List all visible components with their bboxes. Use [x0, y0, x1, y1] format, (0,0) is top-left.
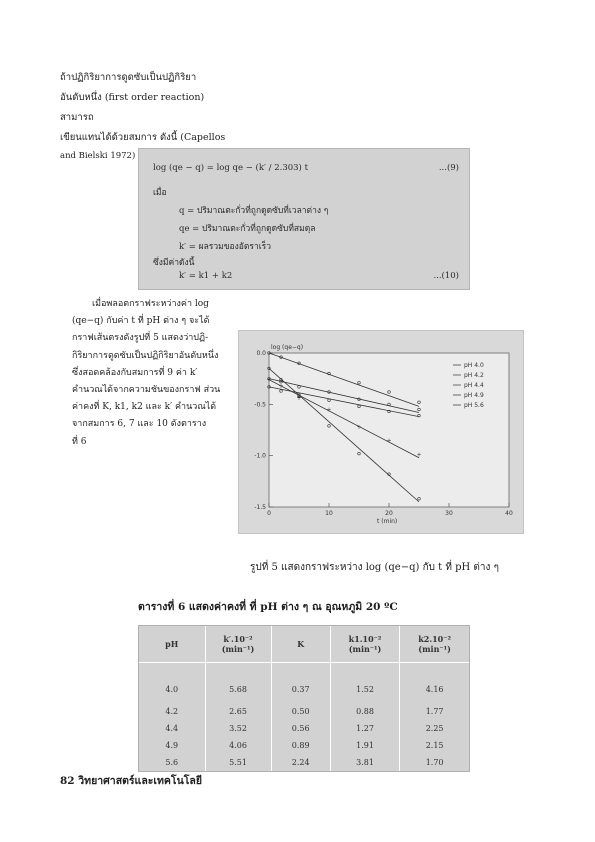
- table-cell: 4.06: [205, 737, 271, 754]
- table-cell: 4.0: [139, 663, 205, 704]
- equation-9-number: ...(9): [438, 163, 459, 173]
- y-tick-label: -1.0: [254, 452, 266, 460]
- table-cell: 2.15: [425, 740, 444, 750]
- figure-caption: รูปที่ 5 แสดงกราฟระหว่าง log (qe−q) กับ t ที่ pH ต่าง ๆ: [250, 562, 499, 573]
- x-tick-label: 40: [505, 510, 513, 517]
- side-line: คำนวณได้จากความชันของกราฟ ส่วน: [72, 385, 221, 396]
- y-tick-label: -0.5: [254, 401, 266, 409]
- table-cell: 1.52: [330, 663, 399, 704]
- table-cell: 0.56: [271, 720, 330, 737]
- definition-qe: qe = ปริมาณตะกั่วที่ถูกดูดซับที่สมดุล: [179, 224, 316, 234]
- intro-line-1: ถ้าปฏิกิริยาการดูดซับเป็นปฏิกิริยา: [60, 72, 197, 83]
- side-line: เมื่อพลอตกราฟระหว่างค่า log: [92, 299, 209, 309]
- data-point: +: [386, 437, 392, 445]
- where-label: เมื่อ: [153, 188, 167, 198]
- table-caption: ตารางที่ 6 แสดงค่าคงที่ ที่ pH ต่าง ๆ ณ อุณหภูมิ 20 ºC: [138, 601, 398, 613]
- side-line: จากสมการ 6, 7 และ 10 ดังตาราง: [72, 419, 207, 430]
- table-cell: 1.70: [425, 757, 444, 767]
- definition-q: q = ปริมาณตะกั่วที่ถูกดูดซับที่เวลาต่าง ๆ: [179, 206, 329, 216]
- table-cell: 2.25: [425, 724, 444, 734]
- equation-10-number: ...(10): [433, 271, 459, 281]
- side-line: (qe−q) กับค่า t ที่ pH ต่าง ๆ จะได้: [72, 316, 210, 327]
- header-K: K: [271, 626, 330, 663]
- table-cell: 3.81: [330, 754, 399, 771]
- header-k-prime: k′.10⁻² (min⁻¹): [205, 626, 271, 663]
- side-line: ที่ 6: [72, 436, 87, 447]
- x-tick-label: 10: [325, 510, 333, 517]
- data-point: +: [416, 451, 422, 459]
- y-tick-label: 0.0: [256, 350, 266, 357]
- side-line: ซึ่งสอดคล้องกับสมการที่ 9 ค่า k′: [72, 367, 198, 378]
- table-cell: 0.89: [271, 737, 330, 754]
- log-qe-q-vs-time-chart: [239, 331, 523, 533]
- table-row: [139, 754, 469, 771]
- data-point: +: [356, 423, 362, 431]
- y-tick-label: -1.5: [254, 504, 266, 511]
- table-cell: 0.88: [330, 703, 399, 720]
- data-point: +: [278, 382, 284, 390]
- intro-line-3: เขียนแทนได้ด้วยสมการ ดังนี้ (Capellos: [60, 132, 226, 143]
- data-point: +: [326, 406, 332, 414]
- table-cell: 0.50: [271, 703, 330, 720]
- header-k1: k1.10⁻² (min⁻¹): [330, 626, 399, 663]
- legend-entry: pH 4.9: [464, 392, 484, 399]
- table-row: [139, 720, 469, 737]
- side-line: กิริยาการดูดซับเป็นปฏิกิริยาอันดับหนึ่ง: [72, 350, 219, 361]
- page-footer: 82 วิทยาศาสตร์และเทคโนโลยี: [60, 775, 202, 787]
- x-tick-label: 0: [267, 510, 271, 517]
- table-cell: 5.6: [139, 754, 205, 771]
- x-tick-label: 20: [385, 510, 393, 517]
- legend-entry: pH 4.2: [464, 372, 484, 379]
- table-row: [139, 703, 469, 720]
- y-axis-label: log (qe−q): [271, 344, 304, 351]
- constants-table: [138, 625, 470, 772]
- data-point: +: [266, 376, 272, 384]
- header-k2: k2.10⁻² (min⁻¹): [400, 626, 469, 663]
- legend-entry: pH 5.6: [464, 402, 484, 409]
- data-point: +: [296, 395, 302, 403]
- table-cell: 5.51: [205, 754, 271, 771]
- table-cell: 3.52: [205, 720, 271, 737]
- table-header-row: [139, 626, 469, 663]
- equation-10: k′ = k1 + k2: [179, 271, 233, 281]
- table-cell: 4.16: [425, 684, 444, 694]
- chart-panel: [238, 330, 524, 534]
- so-label: ซึ่งมีค่าดังนี้: [153, 258, 195, 268]
- intro-line-4: and Bielski 1972): [60, 151, 136, 161]
- table-cell: 4.9: [139, 737, 205, 754]
- equation-9: log (qe − q) = log qe − (k′ / 2.303) t: [153, 163, 308, 173]
- equation-box: [138, 148, 470, 290]
- side-paragraph: [72, 296, 224, 451]
- header-ph: pH: [139, 626, 205, 663]
- side-line: ค่าคงที่ K, k1, k2 และ k′ คำนวณได้: [72, 402, 217, 413]
- definition-k-prime: k′ = ผลรวมของอัตราเร็ว: [179, 242, 272, 252]
- legend-entry: pH 4.4: [464, 382, 484, 389]
- table-row: [139, 663, 469, 704]
- table-cell: 2.65: [205, 703, 271, 720]
- table-cell: 4.2: [139, 703, 205, 720]
- intro-line-2: อันดับหนึ่ง (first order reaction) สามารถ: [60, 92, 205, 123]
- x-tick-label: 30: [445, 510, 453, 517]
- x-axis-label: t (min): [377, 518, 398, 525]
- table-cell: 1.77: [425, 707, 444, 717]
- table-cell: 1.91: [330, 737, 399, 754]
- side-line: กราฟเส้นตรงดังรูปที่ 5 แสดงว่าปฏิ-: [72, 333, 209, 344]
- table-cell: 2.24: [271, 754, 330, 771]
- table-cell: 5.68: [205, 663, 271, 704]
- table-cell: 4.4: [139, 720, 205, 737]
- table-cell: 0.37: [271, 663, 330, 704]
- legend-entry: pH 4.0: [464, 362, 484, 369]
- table-row: [139, 737, 469, 754]
- table-cell: 1.27: [330, 720, 399, 737]
